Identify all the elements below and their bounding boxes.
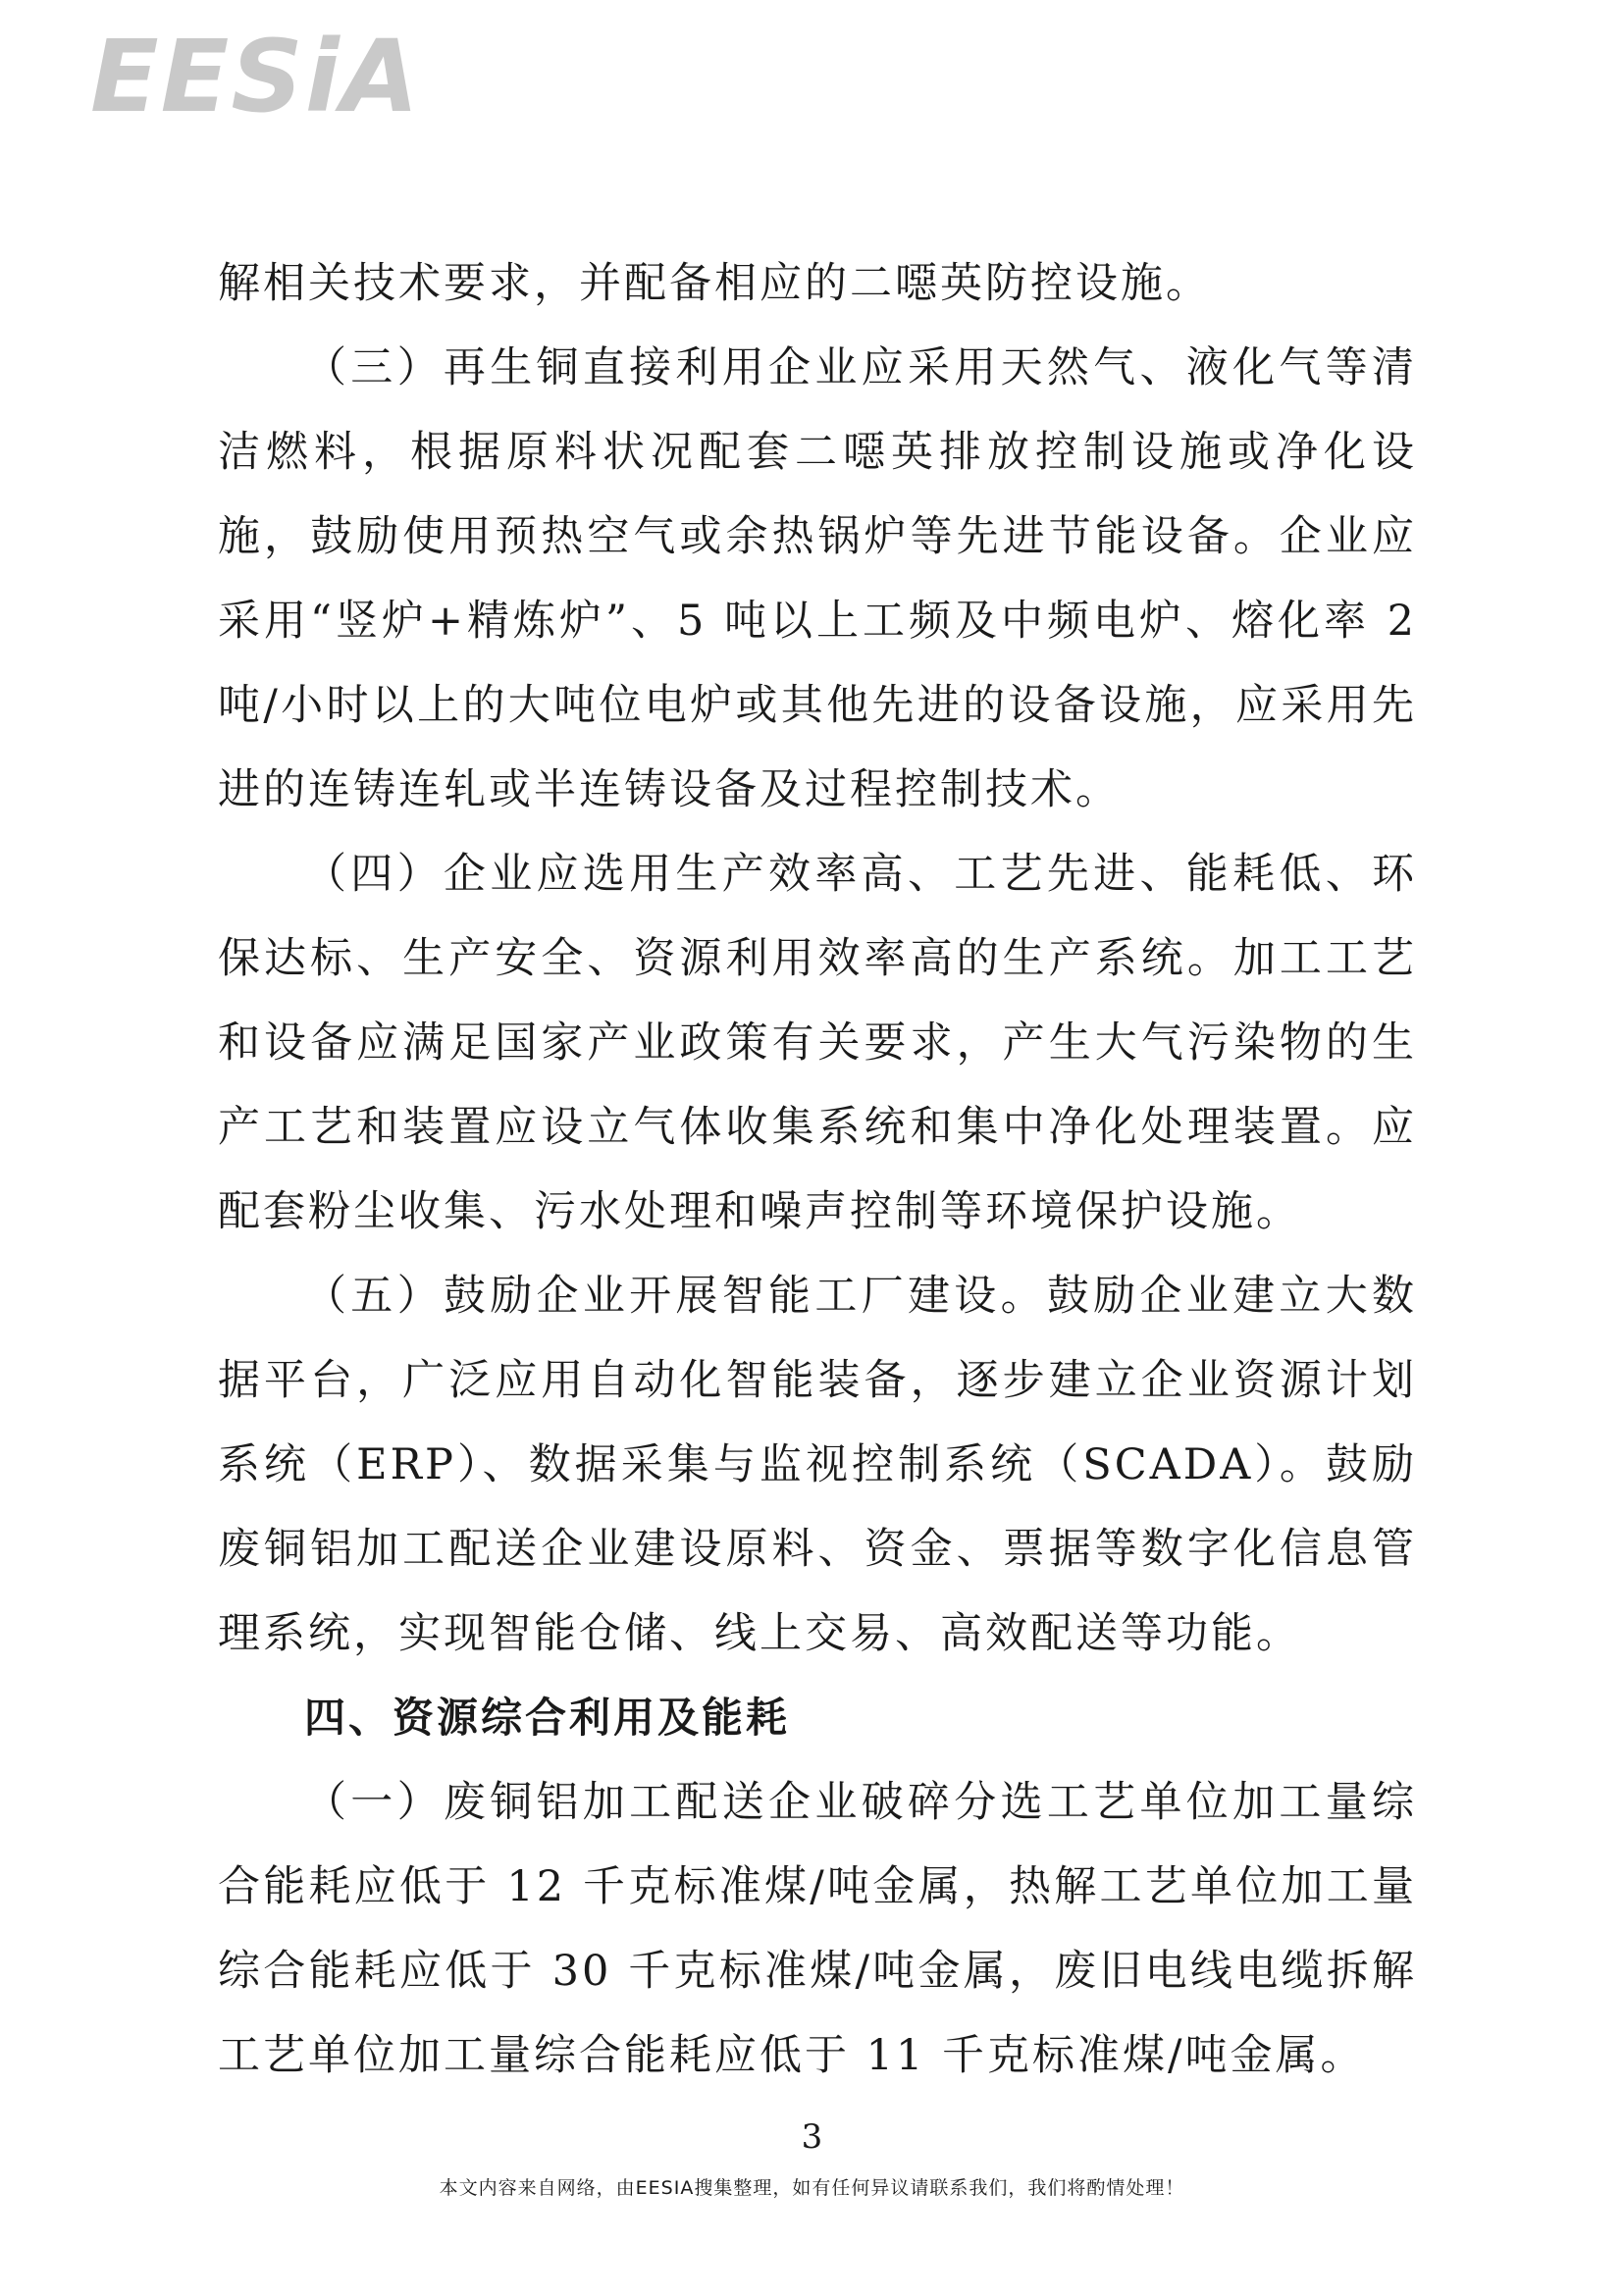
footer-disclaimer: 本文内容来自网络，由EESIA搜集整理，如有任何异议请联系我们，我们将酌情处理！	[439, 2177, 1185, 2199]
paragraph-item-5: （五）鼓励企业开展智能工厂建设。鼓励企业建立大数据平台，广泛应用自动化智能装备，逐步建立企业资源计划系统（ERP）、数据采集与监视控制系统（SCADA）。鼓励废铜铝加工配送企业建设原料、资金、票据等数字化信息管理系统，实现智能仓储、线上交易、高效配送等功能。	[218, 1272, 1417, 1658]
page-number: 3	[801, 2117, 823, 2157]
paragraph-energy-consumption: （一）废铜铝加工配送企业破碎分选工艺单位加工量综合能耗应低于 12 千克标准煤/吨金属，热解工艺单位加工量综合能耗应低于 30 千克标准煤/吨金属，废旧电线电缆拆解工艺单位加工量综合能耗应低于 11 千克标准煤/吨金属。	[218, 1778, 1417, 2080]
paragraph-item-4: （四）企业应选用生产效率高、工艺先进、能耗低、环保达标、生产安全、资源利用效率高的生产系统。加工工艺和设备应满足国家产业政策有关要求，产生大气污染物的生产工艺和装置应设立气体收集系统和集中净化处理装置。应配套粉尘收集、污水处理和噪声控制等环境保护设施。	[218, 850, 1417, 1236]
section-heading: 四、资源综合利用及能耗	[304, 1694, 791, 1742]
document-body	[218, 241, 1417, 2098]
eesia-logo: EESiA	[90, 19, 421, 135]
paragraph-item-3: （三）再生铜直接利用企业应采用天然气、液化气等清洁燃料，根据原料状况配套二噁英排放控制设施或净化设施，鼓励使用预热空气或余热锅炉等先进节能设备。企业应采用“竖炉+精炼炉”、5 吨以上工频及中频电炉、熔化率 2 吨/小时以上的大吨位电炉或其他先进的设备设施，应采用先进的连铸连轧或半连铸设备及过程控制技术。	[218, 343, 1417, 814]
paragraph-continuation: 解相关技术要求，并配备相应的二噁英防控设施。	[218, 259, 1211, 308]
